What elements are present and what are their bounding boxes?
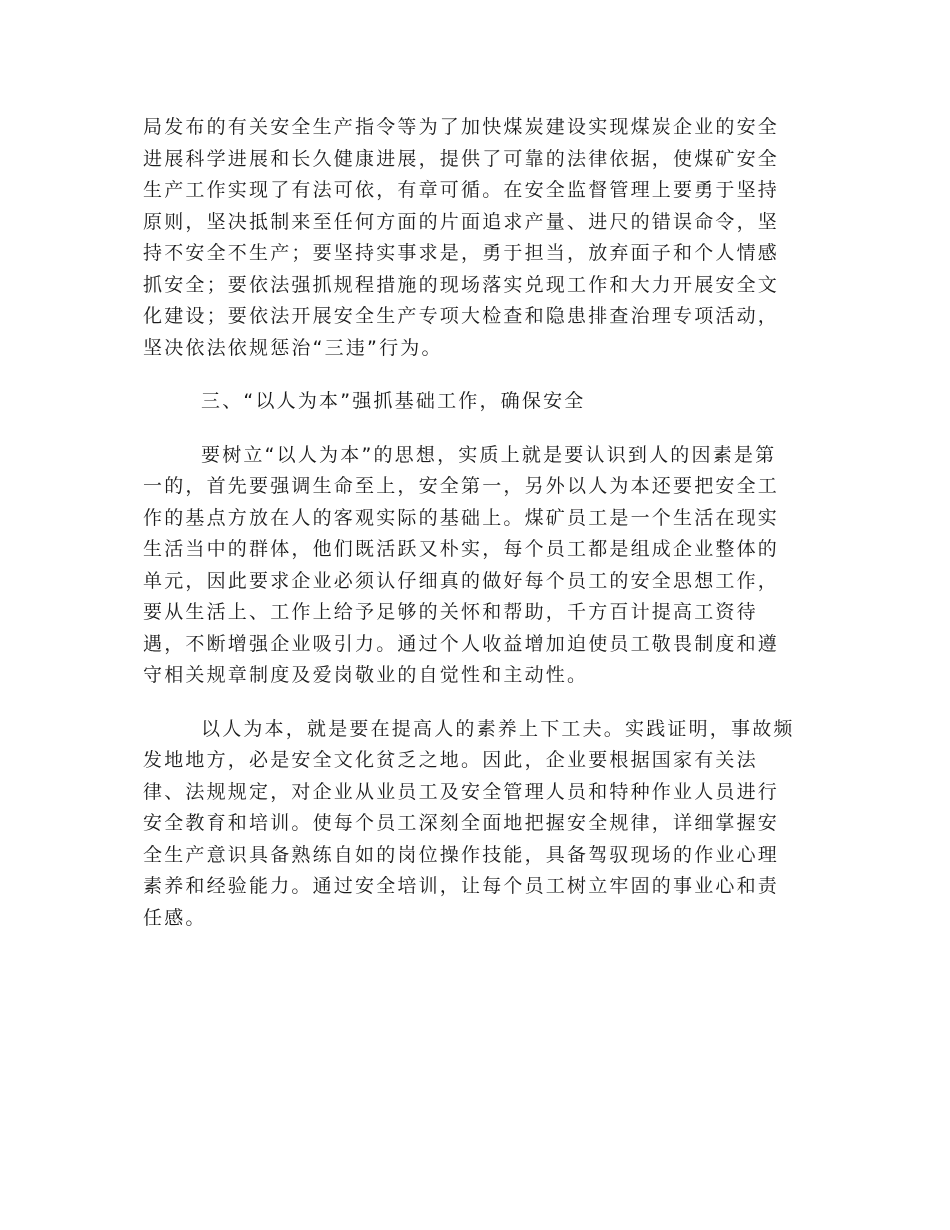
text-line: 要从生活上、工作上给予足够的关怀和帮助，千方百计提高工资待 — [143, 601, 758, 623]
paragraph-2 — [143, 440, 813, 692]
text-line: 要树立“以人为本”的思想，实质上就是要认识到人的因素是第 — [201, 443, 777, 466]
text-line: 化建设；要依法开展安全生产专项大检查和隐患排查治理专项活动， — [143, 305, 780, 327]
text-line: 单元，因此要求企业必须认仔细真的做好每个员工的安全思想工作， — [143, 569, 780, 592]
text-line: 持不安全不生产；要坚持实事求是，勇于担当，放弃面子和个人情感 — [143, 242, 780, 264]
section-heading — [143, 386, 813, 418]
text-line: 一的，首先要强调生命至上，安全第一，另外以人为本还要把安全工 — [143, 475, 780, 497]
text-line: 素养和经验能力。通过安全培训，让每个员工树立牢固的事业心和责 — [143, 875, 780, 897]
section-heading-text: 三、“以人为本”强抓基础工作，确保安全 — [201, 390, 586, 412]
text-line: 安全教育和培训。使每个员工深刻全面地把握安全规律，详细掌握安 — [143, 812, 780, 834]
text-line: 进展科学进展和长久健康进展，提供了可靠的法律依据，使煤矿安全 — [143, 147, 780, 170]
text-line: 发地地方，必是安全文化贫乏之地。因此，企业要根据国家有关法 — [143, 749, 758, 771]
text-line: 抓安全；要依法强抓规程措施的现场落实兑现工作和大力开展安全文 — [143, 273, 780, 296]
text-line: 全生产意识具备熟练自如的岗位操作技能，具备驾驭现场的作业心理 — [143, 843, 780, 866]
text-line: 作的基点方放在人的客观实际的基础上。煤矿员工是一个生活在现实 — [143, 506, 780, 529]
text-line: 原则，坚决抵制来至任何方面的片面追求产量、进尺的错误命令，坚 — [143, 210, 780, 233]
text-line: 坚决依法依规惩治“三违”行为。 — [143, 336, 443, 359]
text-line: 守相关规章制度及爱岗敬业的自觉性和主动性。 — [143, 664, 589, 686]
text-line: 局发布的有关安全生产指令等为了加快煤炭建设实现煤炭企业的安全 — [143, 116, 780, 138]
text-line: 以人为本，就是要在提高人的素养上下工夫。实践证明，事故频 — [201, 717, 795, 740]
text-line: 律、法规规定，对企业从业员工及安全管理人员和特种作业人员进行 — [143, 780, 780, 803]
text-line: 任感。 — [143, 906, 207, 929]
paragraph-1 — [143, 112, 813, 364]
document-body — [143, 112, 813, 956]
text-line: 生活当中的群体，他们既活跃又朴实，每个员工都是组成企业整体的 — [143, 538, 780, 560]
text-line: 遇，不断增强企业吸引力。通过个人收益增加迫使员工敬畏制度和遵 — [143, 632, 780, 655]
paragraph-3 — [143, 714, 813, 935]
text-line: 生产工作实现了有法可依，有章可循。在安全监督管理上要勇于坚持 — [143, 179, 780, 201]
